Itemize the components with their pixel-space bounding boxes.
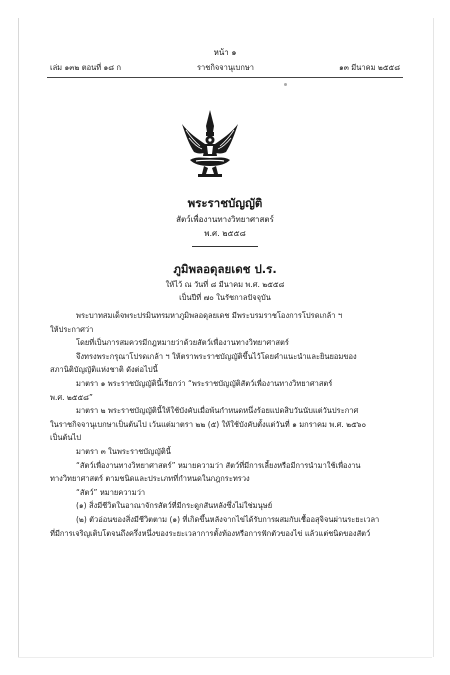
body-line: (๒) ตัวอ่อนของสิ่งมีชีวิตตาม (๑) ที่เกิดขึ้นหลังจากไข่ได้รับการผสมกับเชื้ออสุจิจนผ่านระยะเวลา (76, 514, 380, 524)
publication-date: ๑๓ มีนาคม ๒๕๕๘ (339, 63, 400, 72)
body-line: พระบาทสมเด็จพระปรมินทรมหาภูมิพลอดุลยเดช มีพระบรมราชโองการโปรดเกล้า ฯ (76, 311, 343, 320)
gazette-header (50, 62, 400, 73)
volume-issue: เล่ม ๑๓๒ ตอนที่ ๑๘ ก (50, 63, 122, 72)
body-line: (๑) สิ่งมีชีวิตในอาณาจักรสัตว์ที่มีกระดูกสันหลังซึ่งไม่ใช่มนุษย์ (76, 501, 273, 511)
speck (284, 83, 287, 86)
body-line: มาตรา ๓ ในพระราชบัญญัตินี้ (76, 446, 171, 456)
body-line: ทางวิทยาศาสตร์ ตามชนิดและประเภทที่กำหนดในกฎกระทรวง (50, 474, 250, 484)
given-date: ให้ไว้ ณ วันที่ ๘ มีนาคม พ.ศ. ๒๕๕๘ (165, 280, 285, 289)
title-divider (192, 246, 258, 247)
body-line: พ.ศ. ๒๕๕๘” (50, 392, 93, 402)
body-line: โดยที่เป็นการสมควรมีกฎหมายว่าด้วยสัตว์เพื่องานทางวิทยาศาสตร์ (76, 338, 289, 348)
act-year: พ.ศ. ๒๕๕๘ (204, 229, 246, 238)
act-subtitle: สัตว์เพื่องานทางวิทยาศาสตร์ (176, 215, 274, 224)
body-line: จึงทรงพระกรุณาโปรดเกล้า ฯ ให้ตราพระราชบัญญัติขึ้นไว้โดยคำแนะนำและยินยอมของ (76, 351, 357, 361)
header-divider (47, 77, 403, 78)
body-line: สภานิติบัญญัติแห่งชาติ ดังต่อไปนี้ (50, 365, 158, 375)
royal-signature: ภูมิพลอดุลยเดช ป.ร. (173, 262, 277, 276)
page-number: หน้า ๑ (213, 48, 237, 57)
body-line: มาตรา ๒ พระราชบัญญัตินี้ให้ใช้บังคับเมื่อพ้นกำหนดหนึ่งร้อยแปดสิบวันนับแต่วันประกาศ (76, 406, 359, 416)
body-line: มาตรา ๑ พระราชบัญญัตินี้เรียกว่า “พระราชบัญญัติสัตว์เพื่องานทางวิทยาศาสตร์ (76, 378, 333, 388)
body-line: ในราชกิจจานุเบกษาเป็นต้นไป เว้นแต่มาตรา ๒๒ (๕) ให้ใช้บังคับตั้งแต่วันที่ ๑ มกราคม พ.ศ. ๒๕๖๐ (50, 419, 367, 429)
body-line: ให้ประกาศว่า (50, 324, 94, 334)
body-line: “สัตว์เพื่องานทางวิทยาศาสตร์” หมายความว่า สัตว์ที่มีการเลี้ยงหรือมีการนำมาใช้เพื่องาน (76, 460, 361, 470)
act-body (50, 309, 406, 540)
act-title: พระราชบัญญัติ (187, 196, 263, 210)
bottom-edge (18, 657, 432, 658)
body-line: ที่มีการเจริญเติบโตจนถึงครึ่งหนึ่งของระยะเวลาการตั้งท้องหรือการฟักตัวของไข่ แล้วแต่ชนิดของสัตว์ (50, 528, 371, 538)
garuda-crest-icon (180, 108, 240, 180)
publication-name: ราชกิจจานุเบกษา (197, 63, 255, 72)
reign-year: เป็นปีที่ ๗๐ ในรัชกาลปัจจุบัน (179, 293, 271, 302)
body-line: เป็นต้นไป (50, 433, 81, 443)
body-line: “สัตว์” หมายความว่า (76, 487, 146, 497)
